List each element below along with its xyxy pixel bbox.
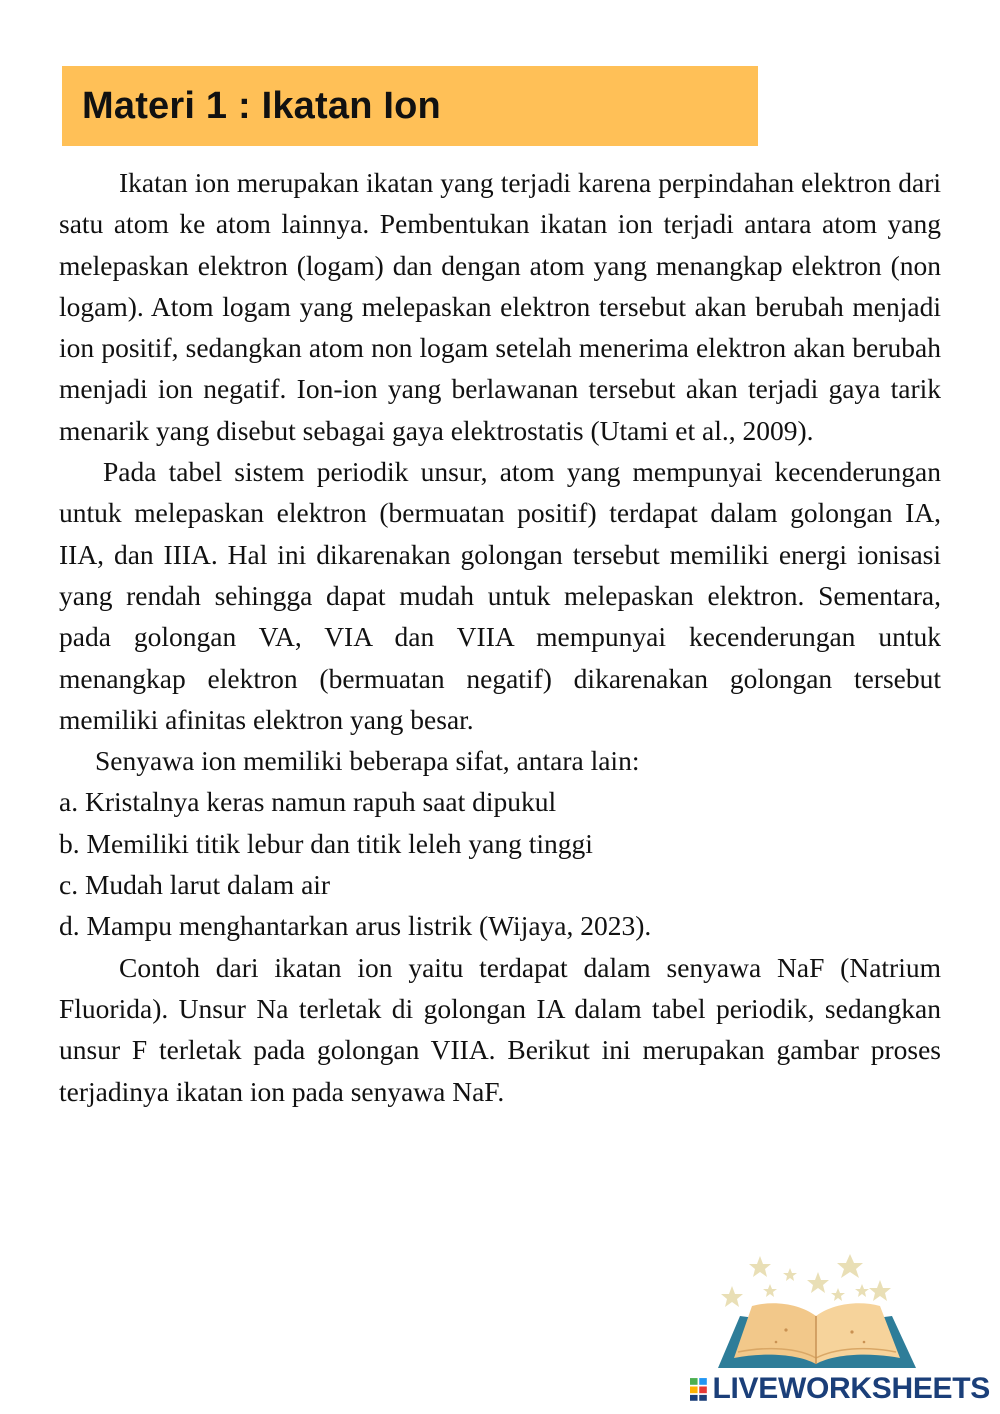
list-item: b. Memiliki titik lebur dan titik leleh yang tinggi (59, 827, 593, 859)
star-icon (783, 1268, 797, 1281)
body-content (59, 162, 941, 1112)
star-icon (807, 1272, 829, 1293)
star-icon (721, 1286, 743, 1307)
page-title: Materi 1 : Ikatan Ion (82, 84, 441, 127)
brand-name: LIVEWORKSHEETS (712, 1372, 990, 1405)
liveworksheets-mark-icon (690, 1374, 709, 1404)
star-icon (763, 1284, 777, 1297)
paragraph-properties-intro: Senyawa ion memiliki beberapa sifat, antara lain: (95, 745, 640, 777)
paragraph-periodic-table: Pada tabel sistem periodik unsur, atom yang mempunyai kecenderungan untuk melepaskan elektron (bermuatan positif) terdapat dalam golongan IA, IIA, dan IIIA. Hal ini dikarenakan golongan tersebut memiliki energi ionisasi yang rendah sehingga dapat mudah untuk melepaskan elektron. Sementara, pada golongan VA, VIA dan VIIA mempunyai kecenderungan untuk menangkap elektron (bermuatan negatif) dikarenakan golongan tersebut memiliki afinitas elektron yang besar. (59, 456, 941, 735)
properties-list (59, 781, 941, 946)
open-book-with-stars-icon (712, 1250, 922, 1375)
star-icon (749, 1256, 771, 1277)
title-banner (62, 66, 758, 146)
brand-logo (690, 1372, 990, 1406)
star-icon (837, 1254, 863, 1278)
paragraph-example: Contoh dari ikatan ion yaitu terdapat dalam senyawa NaF (Natrium Fluorida). Unsur Na terletak di golongan IA dalam tabel periodik, sedangkan unsur F terletak pada golongan VIIA. Berikut ini merupakan gambar proses terjadinya ikatan ion pada senyawa NaF. (59, 951, 941, 1107)
star-icon (869, 1280, 891, 1301)
list-item: c. Mudah larut dalam air (59, 869, 331, 901)
list-item: d. Mampu menghantarkan arus listrik (Wijaya, 2023). (59, 910, 652, 942)
star-icon (855, 1284, 869, 1297)
star-icon (831, 1288, 845, 1301)
list-item: a. Kristalnya keras namun rapuh saat dipukul (59, 786, 557, 818)
paragraph-intro: Ikatan ion merupakan ikatan yang terjadi karena perpindahan elektron dari satu atom ke atom lainnya. Pembentukan ikatan ion terjadi antara atom yang melepaskan elektron (logam) dan dengan atom yang menangkap elektron (non logam). Atom logam yang melepaskan elektron tersebut akan berubah menjadi ion positif, sedangkan atom non logam setelah menerima elektron akan berubah menjadi ion negatif. Ion-ion yang berlawanan tersebut akan terjadi gaya tarik menarik yang disebut sebagai gaya elektrostatis (Utami et al., 2009). (59, 167, 941, 446)
